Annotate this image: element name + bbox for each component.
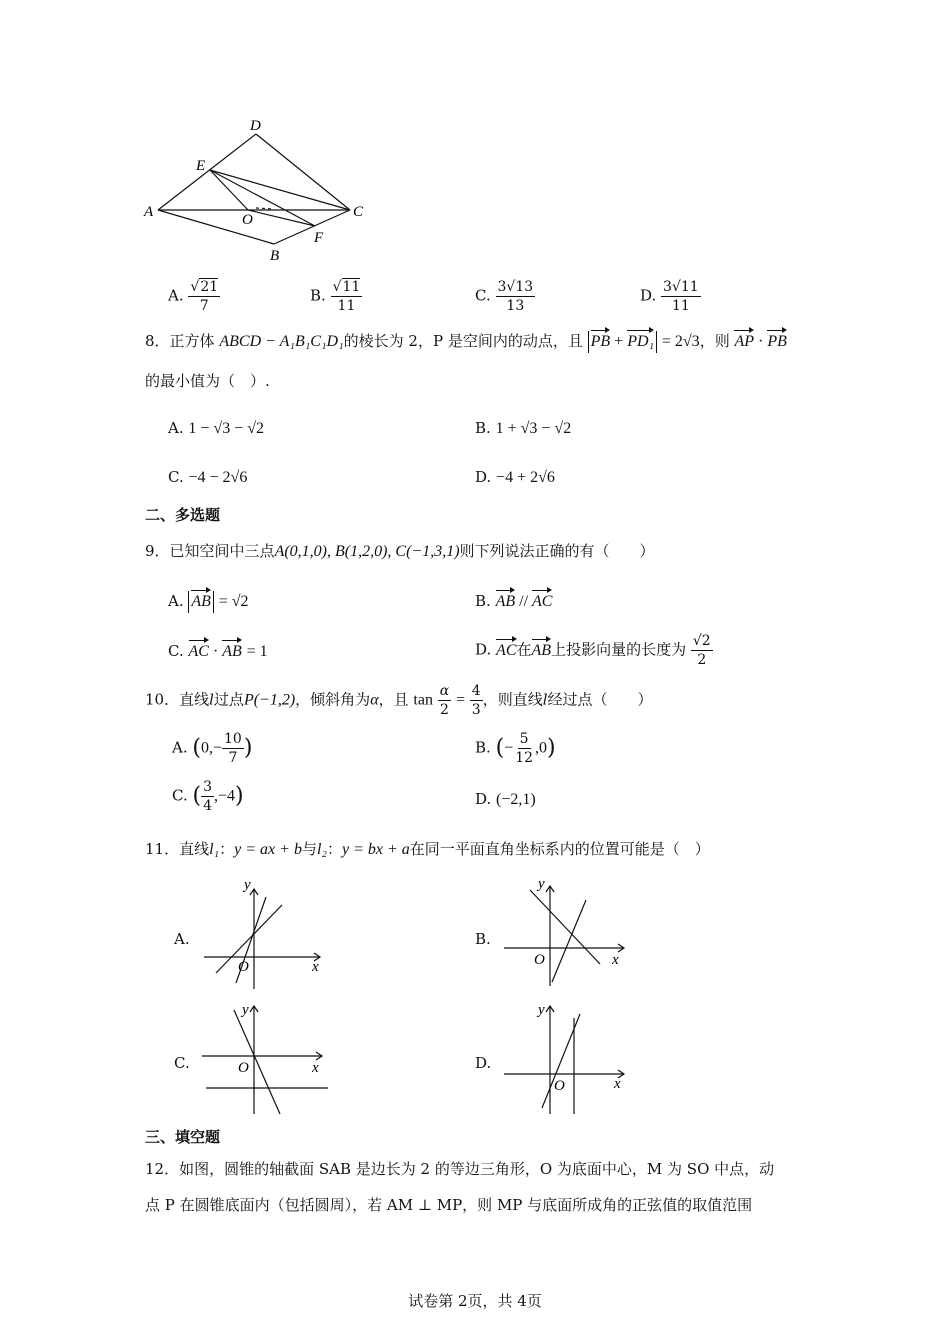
svg-text:O: O <box>238 959 249 975</box>
q8-option-c: C. −4 − 2√6 <box>168 468 248 486</box>
svg-text:O: O <box>534 952 545 968</box>
label-D: D <box>250 118 261 134</box>
svg-text:x: x <box>612 952 619 968</box>
label-F: F <box>314 230 324 246</box>
q10-option-c: C. ( $\frac{3}{4}$ ,−4) <box>172 779 244 814</box>
page-footer: 试卷第 2页，共 4页 <box>408 1292 542 1310</box>
q8-option-b: B. 1 + √3 − √2 <box>475 419 572 437</box>
q10-stem: 10．直线l过点P(−1,2)，倾斜角为α，且 tan $\frac{\alpha}{2}$ = $\frac{4}{3}$ ，则直线l经过点（ ） <box>145 683 653 718</box>
q11-graph-b <box>500 872 640 992</box>
geometry-figure <box>140 112 380 267</box>
section-title-multi: 二、多选题 <box>145 506 221 524</box>
svg-text:O: O <box>554 1078 565 1094</box>
q9-option-a: A. AB = √2 <box>168 590 249 613</box>
q9-option-b: B. AB // AC <box>475 590 552 613</box>
svg-text:x: x <box>312 1060 319 1076</box>
q12-line-2: 点 P 在圆锥底面内（包括圆周），若 AM ⊥ MP，则 MP 与底面所成角的正弦值的取值范围 <box>145 1196 753 1214</box>
q10-option-b: B. (− $\frac{5}{12}$ ,0) <box>475 731 556 766</box>
q11-option-d-label: D. <box>475 1054 492 1072</box>
label-B: B <box>270 248 280 264</box>
label-O: O <box>242 212 253 228</box>
svg-text:O: O <box>238 1060 249 1076</box>
q11-option-b-label: B. <box>475 930 491 948</box>
q9-stem: 9．已知空间中三点A(0,1,0), B(1,2,0), C(−1,3,1)则下列说法正确的有（ ） <box>145 542 655 560</box>
q11-stem: 11．直线l₁：y = ax + b与l₂：y = bx + a在同一平面直角坐标系内的位置可能是（ ） <box>145 840 710 858</box>
label-E: E <box>196 158 206 174</box>
svg-text:x: x <box>312 959 319 975</box>
q8-stem-2: 的最小值为（ ）. <box>145 372 270 390</box>
q7-option-c: C. $\frac{3√13}{13}$ <box>475 279 534 314</box>
svg-text:x: x <box>614 1076 621 1092</box>
q11-graph-d <box>500 1000 640 1120</box>
q8-option-a: A. 1 − √3 − √2 <box>168 419 264 437</box>
q11-option-a-label: A. <box>174 930 190 948</box>
q9-option-d: D. AC在AB上投影向量的长度为 $\frac{√2}{2}$ <box>475 633 711 668</box>
q11-graph-c <box>196 1000 336 1120</box>
q7-option-a: A. $\frac{√21}{7}$ <box>168 279 219 314</box>
svg-text:y: y <box>538 876 545 892</box>
svg-text:y: y <box>538 1002 545 1018</box>
q12-line-1: 12．如图，圆锥的轴截面 SAB 是边长为 2 的等边三角形，O 为底面中心，M 为 SO 中点，动 <box>145 1160 775 1178</box>
q9-option-c: C. AC · AB = 1 <box>168 640 268 663</box>
q11-graph-a <box>196 875 336 995</box>
svg-text:y: y <box>242 1002 249 1018</box>
q7-option-b: B. $\frac{√11}{11}$ <box>310 279 361 314</box>
q7-option-d: D. $\frac{3√11}{11}$ <box>640 279 699 314</box>
q11-option-c-label: C. <box>174 1054 190 1072</box>
label-A: A <box>144 204 154 220</box>
q8-option-d: D. −4 + 2√6 <box>475 468 555 486</box>
svg-text:y: y <box>244 877 251 893</box>
q10-option-d: D. (−2,1) <box>475 790 536 808</box>
q8-stem: 8．正方体 ABCD − A₁B₁C₁D₁的棱长为 2，P 是空间内的动点，且 PB + PD₁ = 2√3，则 AP · PB <box>145 330 787 353</box>
label-C: C <box>353 204 364 220</box>
section-title-fill: 三、填空题 <box>145 1128 221 1146</box>
q10-option-a: A. (0,− $\frac{10}{7}$ ) <box>172 731 253 766</box>
